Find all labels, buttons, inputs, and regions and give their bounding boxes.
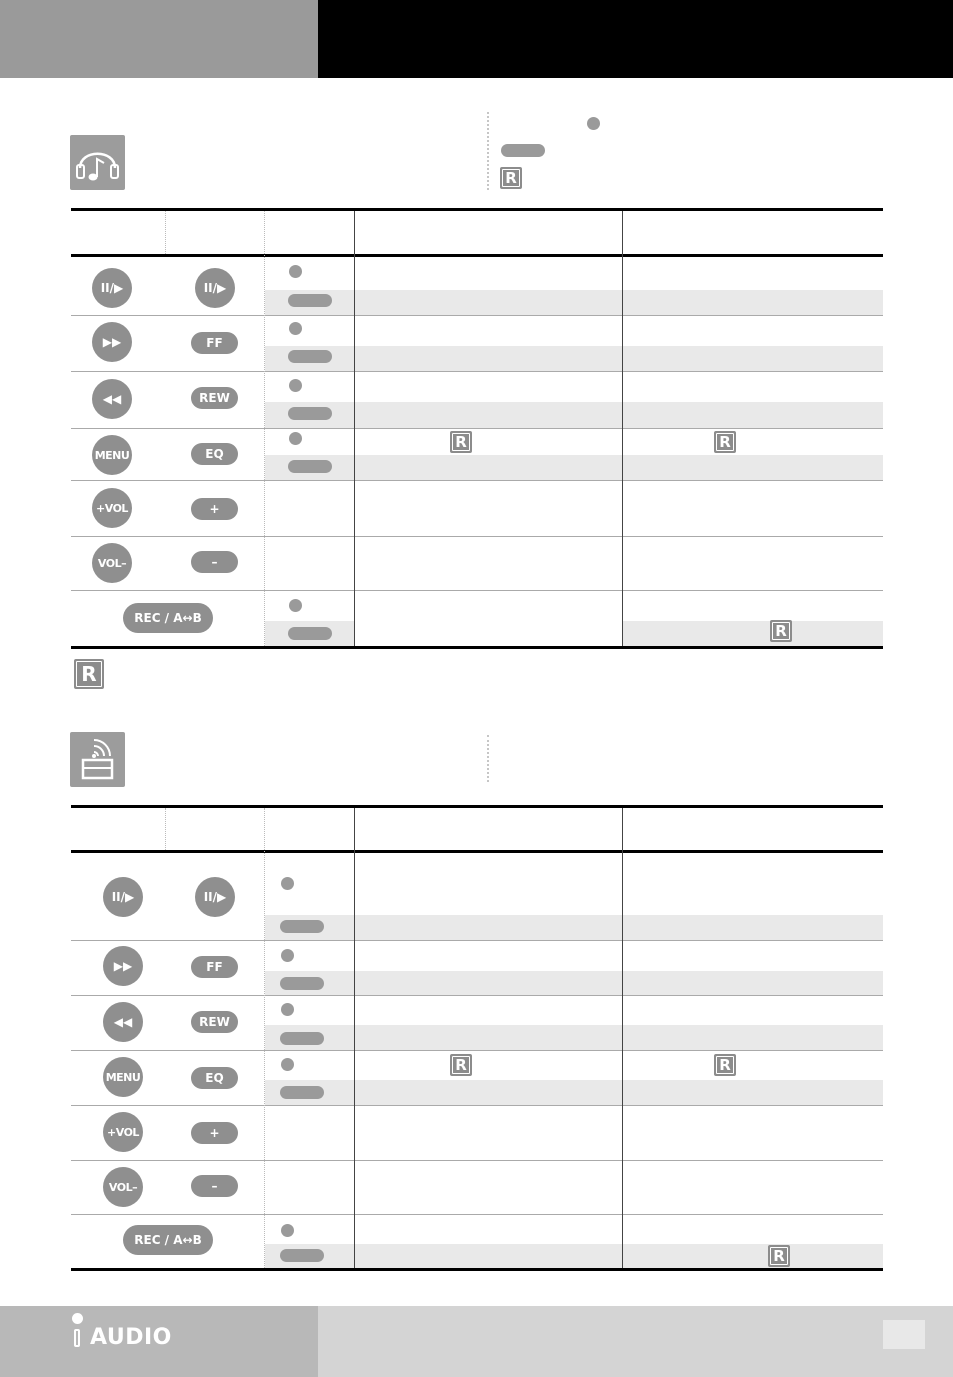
short-press-icon [289, 322, 302, 335]
long-press-icon [288, 407, 332, 420]
r-icon: R [768, 1245, 790, 1267]
table2-shade [265, 971, 883, 995]
table1-row-line [71, 536, 883, 537]
short-press-icon [289, 379, 302, 392]
section2-divider [487, 735, 489, 782]
short-press-icon [289, 265, 302, 278]
table2-col-line [622, 808, 623, 1268]
remote-eq-button: EQ [191, 443, 238, 465]
rewind-button: ◀◀ [103, 1002, 143, 1042]
short-press-icon [289, 432, 302, 445]
short-press-icon [281, 877, 294, 890]
long-press-icon [288, 627, 332, 640]
volume-up-button: +VOL [92, 488, 132, 528]
long-press-icon [280, 1249, 324, 1262]
remote-plus-button: + [191, 498, 238, 520]
long-press-icon [280, 1032, 324, 1045]
footer-right-block [318, 1306, 953, 1377]
logo-dot [72, 1313, 83, 1324]
radio-tuner-icon [70, 732, 125, 787]
logo-text: AUDIO [90, 1325, 172, 1350]
table1-bottom-border [71, 646, 883, 649]
remote-rew-button: REW [191, 387, 238, 409]
legend-long-press-icon [501, 144, 545, 157]
table1-col-dotted [264, 211, 265, 646]
volume-up-button: +VOL [103, 1112, 143, 1152]
table1-row-line [71, 590, 883, 591]
remote-rew-button: REW [191, 1011, 238, 1033]
table2-shade [265, 1025, 883, 1050]
table1-col-line [622, 211, 623, 646]
short-press-icon [281, 1224, 294, 1237]
r-icon: R [450, 1054, 472, 1076]
table1-col-dotted [165, 211, 166, 254]
table2-bottom-border [71, 1268, 883, 1271]
volume-down-button: VOL– [92, 543, 132, 583]
table2-row-line [71, 1214, 883, 1215]
remote-play-pause-button: II/▶ [195, 268, 235, 308]
long-press-icon [280, 977, 324, 990]
table1-header-border [71, 254, 883, 257]
page-number-box [883, 1320, 925, 1349]
table2-row-line [71, 1050, 883, 1051]
table2-shade [265, 1080, 883, 1105]
r-icon: R [770, 620, 792, 642]
menu-button: MENU [92, 435, 132, 475]
table1-row-line [71, 480, 883, 481]
remote-play-pause-button: II/▶ [195, 877, 235, 917]
table2-row-line [71, 1105, 883, 1106]
remote-minus-button: – [191, 551, 238, 573]
remote-minus-button: – [191, 1175, 238, 1197]
table1-shade [623, 621, 883, 646]
table1-top-border [71, 208, 883, 211]
legend-r-icon: R [500, 167, 522, 189]
remote-plus-button: + [191, 1122, 238, 1144]
table1-shade [265, 455, 883, 480]
table2-row-line [71, 995, 883, 996]
long-press-icon [288, 460, 332, 473]
play-pause-button: II/▶ [103, 877, 143, 917]
remote-eq-button: EQ [191, 1067, 238, 1089]
volume-down-button: VOL– [103, 1167, 143, 1207]
rec-ab-button: REC / A↔B [123, 603, 213, 633]
legend-divider [487, 112, 489, 190]
table2-shade [265, 1244, 883, 1268]
table1-shade [265, 290, 883, 315]
long-press-icon [280, 920, 324, 933]
rec-ab-button: REC / A↔B [123, 1225, 213, 1255]
short-press-icon [281, 949, 294, 962]
legend-short-press-icon [587, 117, 600, 130]
table1-row-line [71, 315, 883, 316]
menu-button: MENU [103, 1057, 143, 1097]
r-note-icon: R [74, 659, 104, 689]
header-left-block [0, 0, 318, 78]
r-icon: R [714, 431, 736, 453]
short-press-icon [281, 1058, 294, 1071]
table2-top-border [71, 805, 883, 808]
fast-forward-button: ▶▶ [103, 946, 143, 986]
table2-row-line [71, 940, 883, 941]
short-press-icon [281, 1003, 294, 1016]
header-right-block [318, 0, 953, 78]
fast-forward-button: ▶▶ [92, 322, 132, 362]
long-press-icon [288, 294, 332, 307]
table1-shade [265, 402, 883, 428]
table2-col-line [354, 808, 355, 1268]
table2-col-dotted [264, 808, 265, 1268]
play-pause-button: II/▶ [92, 268, 132, 308]
table2-shade [265, 915, 883, 940]
table2-row-line [71, 1160, 883, 1161]
remote-ff-button: FF [191, 332, 238, 354]
table1-row-line [71, 428, 883, 429]
logo-bar [74, 1329, 80, 1347]
rewind-button: ◀◀ [92, 379, 132, 419]
short-press-icon [289, 599, 302, 612]
r-icon: R [450, 431, 472, 453]
headphones-music-icon [70, 135, 125, 190]
long-press-icon [280, 1086, 324, 1099]
long-press-icon [288, 350, 332, 363]
table1-row-line [71, 371, 883, 372]
table2-header-border [71, 850, 883, 853]
iaudio-logo [72, 1313, 192, 1353]
table1-shade [265, 346, 883, 371]
remote-ff-button: FF [191, 956, 238, 978]
table1-col-line [354, 211, 355, 646]
table2-col-dotted [165, 808, 166, 850]
r-icon: R [714, 1054, 736, 1076]
